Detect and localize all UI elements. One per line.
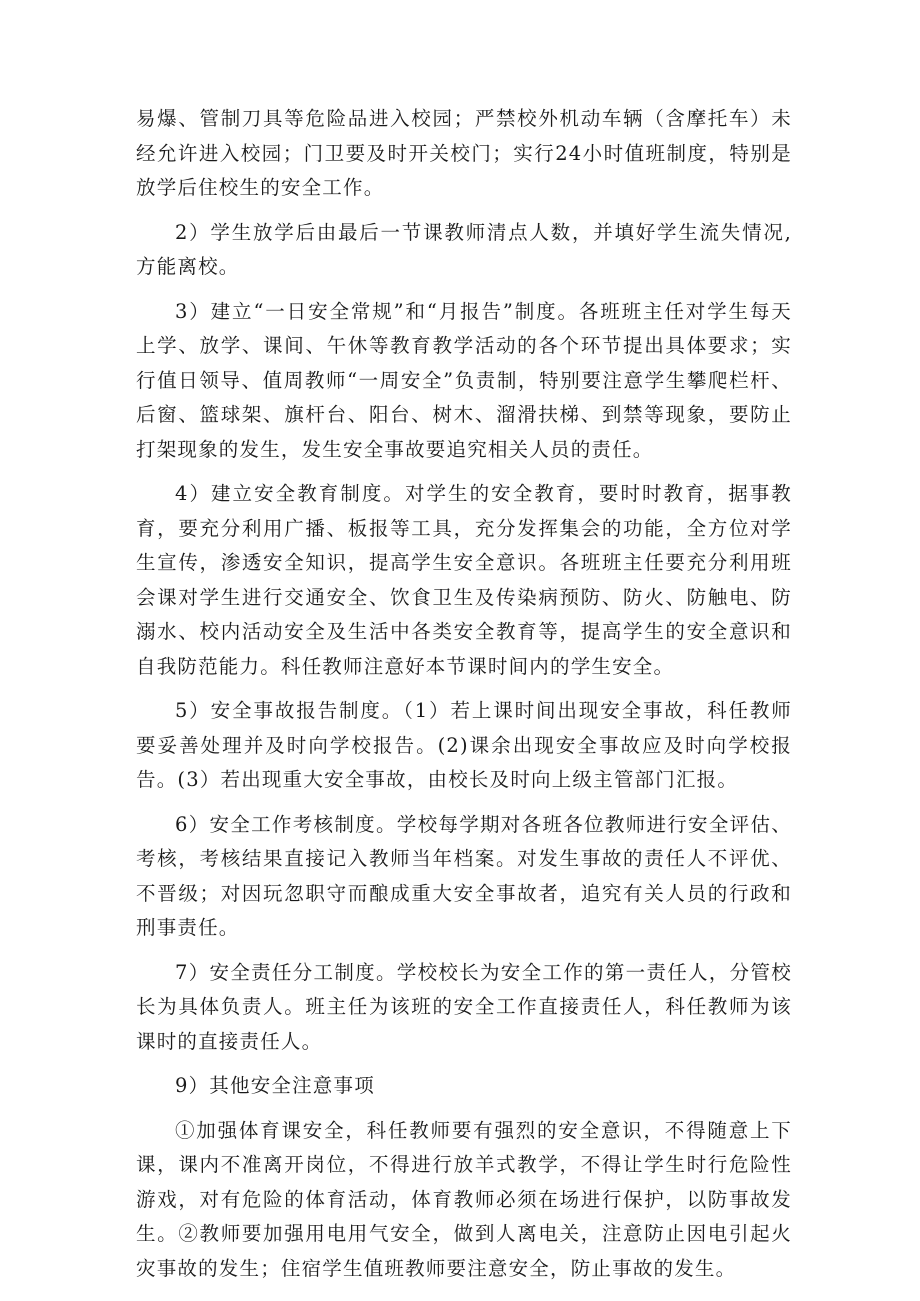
paragraph-item-9-heading: 9）其他安全注意事项 [175,1074,375,1097]
paragraph-item-5: 5）安全事故报告制度。（1）若上课时间出现安全事故，科任教师要妥善处理并及时向学校报告。(2)课余出现安全事故应及时向学校报告。(3）若出现重大安全事故，由校长及时向上级主管部门汇报。 [136,699,792,791]
document-page [136,102,792,1296]
paragraph-item-3: 3）建立“一日安全常规”和“月报告”制度。各班班主任对学生每天上学、放学、课间、午休等教育教学活动的各个环节提出具体要求；实行值日领导、值周教师“一周安全”负责制，特别要注意学生攀爬栏杆、后窗、篮球架、旗杆台、阳台、树木、溜滑扶梯、到禁等现象，要防止打架现象的发生，发生安全事故要追究相关人员的责任。 [136,299,792,461]
paragraph-item-9-body: ①加强体育课安全，科任教师要有强烈的安全意识，不得随意上下课，课内不准离开岗位，不得进行放羊式教学，不得让学生时行危险性游戏，对有危险的体育活动，体育教师必须在场进行保护，以防事故发生。②教师要加强用电用气安全，做到人离电关，注意防止因电引起火灾事故的发生；住宿学生值班教师要注意安全，防止事故的发生。 [136,1118,792,1280]
paragraph-item-6: 6）安全工作考核制度。学校每学期对各班各位教师进行安全评估、考核，考核结果直接记入教师当年档案。对发生事故的责任人不评优、不晋级；对因玩忽职守而酿成重大安全事故者，追究有关人员的行政和刑事责任。 [136,812,792,939]
paragraph-continuation: 易爆、管制刀具等危险品进入校园；严禁校外机动车辆（含摩托车）未经允许进入校园；门卫要及时开关校门；实行24小时值班制度，特别是放学后住校生的安全工作。 [136,107,792,199]
paragraph-item-7: 7）安全责任分工制度。学校校长为安全工作的第一责任人，分管校长为具体负责人。班主任为该班的安全工作直接责任人，科任教师为该课时的直接责任人。 [136,960,792,1053]
paragraph-item-4: 4）建立安全教育制度。对学生的安全教育，要时时教育，据事教育，要充分利用广播、板报等工具，充分发挥集会的功能，全方位对学生宣传，渗透安全知识，提高学生安全意识。各班班主任要充分利用班会课对学生进行交通安全、饮食卫生及传染病预防、防火、防触电、防溺水、校内活动安全及生活中各类安全教育等，提高学生的安全意识和自我防范能力。科任教师注意好本节课时间内的学生安全。 [136,482,792,678]
paragraph-item-2: 2）学生放学后由最后一节课教师清点人数，并填好学生流失情况,方能离校。 [136,220,792,278]
